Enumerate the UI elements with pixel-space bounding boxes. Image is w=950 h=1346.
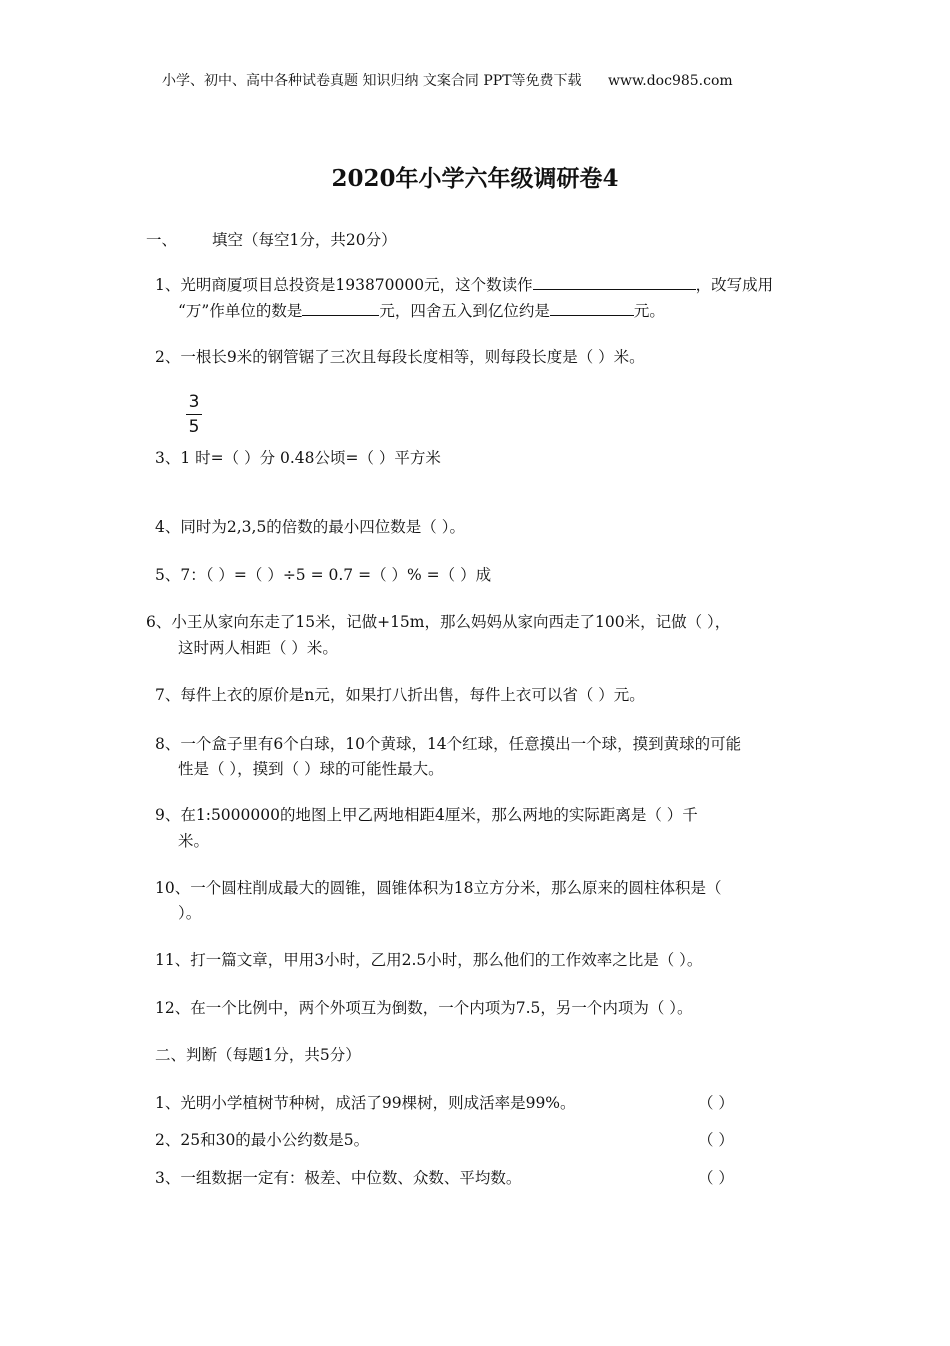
section2-heading: 二、判断（每题1分，共5分） [155, 1046, 361, 1064]
q1-blank-3[interactable] [550, 300, 634, 317]
question-1-line-2 [178, 299, 665, 321]
judge-item-text: 1、光明小学植树节种树，成活了99棵树，则成活率是99%。 [155, 1094, 576, 1112]
header-text: 小学、初中、高中各种试卷真题 知识归纳 文案合同 PPT等免费下载 [162, 73, 582, 89]
question-5: 5、7：（ ）=（ ）÷5 = 0.7 =（ ）% =（ ）成 [155, 566, 492, 584]
judge-item-text: 3、一组数据一定有：极差、中位数、众数、平均数。 [155, 1169, 522, 1187]
q1-blank-1[interactable] [533, 274, 696, 291]
fraction-three-fifths [186, 392, 202, 437]
judge-answer-paren[interactable]: （ ） [698, 1094, 734, 1112]
question-1-line-1 [155, 273, 773, 295]
question-12: 12、在一个比例中，两个外项互为倒数，一个内项为7.5，另一个内项为（ ）。 [155, 999, 693, 1017]
q1-text-c: “万”作单位的数是 [178, 302, 303, 320]
header-site[interactable]: www.doc985.com [607, 73, 733, 89]
page-title: 2020年小学六年级调研卷4 [331, 165, 619, 192]
q1-text-a: 1、光明商厦项目总投资是193870000元，这个数读作 [155, 276, 533, 294]
fraction-bar [186, 414, 202, 415]
page-header [162, 70, 733, 90]
question-3: 3、1 时=（ ）分 0.48公顷=（ ）平方米 [155, 449, 441, 467]
judge-item-1 [155, 1091, 775, 1113]
question-9-line-1: 9、在1:5000000的地图上甲乙两地相距4厘米，那么两地的实际距离是（ ）千 [155, 806, 698, 824]
judge-answer-paren[interactable]: （ ） [698, 1169, 734, 1187]
judge-answer-paren[interactable]: （ ） [698, 1131, 734, 1149]
question-2: 2、一根长9米的钢管锯了三次且每段长度相等，则每段长度是（ ）米。 [155, 348, 645, 366]
question-10-line-2: ）。 [178, 904, 202, 922]
question-6-line-1: 6、小王从家向东走了15米，记做+15m，那么妈妈从家向西走了100米，记做（ ）， [146, 613, 731, 631]
question-11: 11、打一篇文章，甲用3小时，乙用2.5小时，那么他们的工作效率之比是（ ）。 [155, 951, 703, 969]
question-8-line-2: 性是（ ），摸到（ ）球的可能性最大。 [178, 760, 444, 778]
question-4: 4、同时为2,3,5的倍数的最小四位数是（ ）。 [155, 518, 465, 536]
section1-number: 一、 [146, 231, 178, 249]
section1-heading: 填空（每空1分，共20分） [212, 231, 397, 249]
question-6-line-2: 这时两人相距（ ）米。 [178, 639, 338, 657]
question-10-line-1: 10、一个圆柱削成最大的圆锥，圆锥体积为18立方分米，那么原来的圆柱体积是（ [155, 879, 722, 897]
judge-item-text: 2、25和30的最小公约数是5。 [155, 1131, 370, 1149]
question-8-line-1: 8、一个盒子里有6个白球，10个黄球，14个红球，任意摸出一个球，摸到黄球的可能 [155, 735, 742, 753]
q1-text-b: ，改写成用 [695, 276, 774, 294]
question-9-line-2: 米。 [178, 832, 210, 850]
judge-item-3 [155, 1166, 775, 1188]
question-7: 7、每件上衣的原价是n元，如果打八折出售，每件上衣可以省（ ）元。 [155, 686, 645, 704]
judge-item-2 [155, 1128, 775, 1150]
q1-text-d: 元，四舍五入到亿位约是 [379, 302, 550, 320]
fraction-numerator: 3 [188, 392, 200, 412]
q1-text-e: 元。 [633, 302, 665, 320]
fraction-denominator: 5 [188, 417, 200, 437]
q1-blank-2[interactable] [302, 300, 379, 317]
